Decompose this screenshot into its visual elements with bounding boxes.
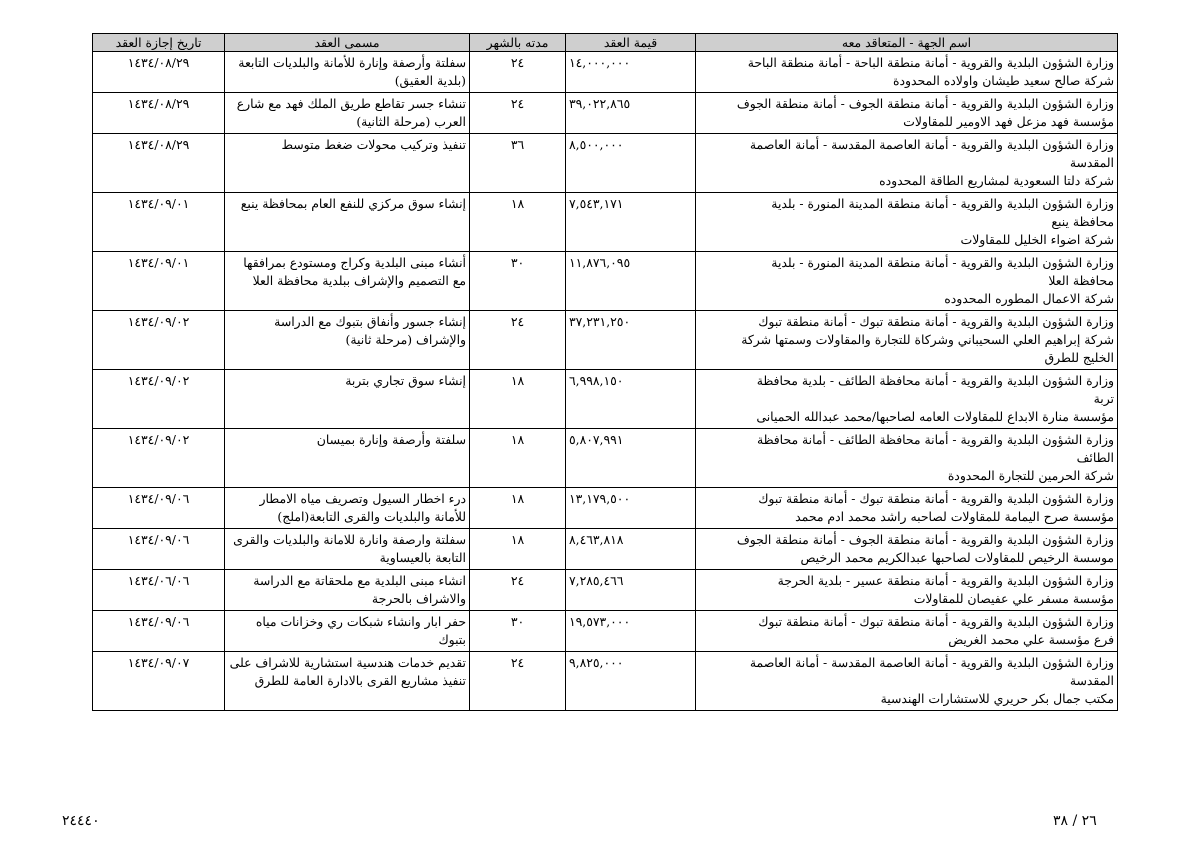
cell-date: [93, 134, 225, 193]
entity-line: شركة دلتا السعودية لمشاريع الطاقة المحدوده: [879, 173, 1114, 188]
cell-value: [566, 611, 696, 652]
cell-duration: [470, 611, 566, 652]
cell-entity: [696, 193, 1118, 252]
cell-date-text: ١٤٣٤/٠٩/٠٢: [127, 314, 190, 329]
entity-line: مؤسسة فهد مزعل فهد الاومير للمقاولات: [903, 114, 1114, 129]
cell-value-text: ٨,٤٦٣,٨١٨: [569, 532, 624, 547]
cell-value: [566, 311, 696, 370]
table-row: [93, 488, 1118, 529]
cell-name-text: إنشاء سوق مركزي للنفع العام بمحافظة ينبع: [240, 196, 466, 211]
cell-name-text: سفلتة وارصفة وانارة للامانة والبلديات والقرى التابعة بالعيساوية: [233, 532, 466, 565]
cell-value-text: ١١,٨٧٦,٠٩٥: [569, 255, 631, 270]
entity-line: وزارة الشؤون البلدية والقروية - أمانة منطقة الجوف - أمانة منطقة الجوف: [736, 532, 1114, 547]
cell-date-text: ١٤٣٤/٠٩/٠١: [127, 255, 190, 270]
cell-entity: [696, 652, 1118, 711]
entity-line: شركة صالح سعيد طيشان واولاده المحدودة: [892, 73, 1114, 88]
table-header-row: [93, 34, 1118, 52]
entity-line: محافظة العلا: [1048, 273, 1114, 288]
cell-date-text: ١٤٣٤/٠٨/٢٩: [127, 137, 190, 152]
cell-duration: [470, 134, 566, 193]
header-entity: اسم الجهة - المتعاقد معه: [696, 34, 1118, 52]
cell-value: [566, 370, 696, 429]
cell-name-text: سفلتة وأرصفة وإنارة للأمانة والبلديات التابعة (بلدية العقيق): [238, 55, 466, 88]
cell-value-text: ١٤,٠٠٠,٠٠٠: [569, 55, 631, 70]
cell-duration: [470, 488, 566, 529]
cell-date: [93, 611, 225, 652]
cell-duration: [470, 52, 566, 93]
entity-line: محافظة ينبع: [1051, 214, 1114, 229]
entity-line: وزارة الشؤون البلدية والقروية - أمانة العاصمة المقدسة - أمانة العاصمة: [749, 137, 1114, 152]
table-row: [93, 311, 1118, 370]
entity-line: وزارة الشؤون البلدية والقروية - أمانة منطقة الباحة - أمانة منطقة الباحة: [747, 55, 1114, 70]
table-row: [93, 93, 1118, 134]
cell-duration-text: ٣٠: [510, 255, 525, 270]
cell-value: [566, 429, 696, 488]
header-date: تاريخ إجازة العقد: [93, 34, 225, 52]
entity-line: الخليج للطرق: [1044, 350, 1114, 365]
table-row: [93, 370, 1118, 429]
cell-name: [225, 93, 470, 134]
cell-name: [225, 134, 470, 193]
cell-value-text: ٩,٨٢٥,٠٠٠: [569, 655, 624, 670]
cell-duration-text: ٢٤: [510, 655, 525, 670]
entity-line: وزارة الشؤون البلدية والقروية - أمانة محافظة الطائف - أمانة محافظة: [756, 432, 1114, 447]
cell-name: [225, 529, 470, 570]
cell-duration: [470, 429, 566, 488]
cell-duration-text: ٣٠: [510, 614, 525, 629]
table-row: [93, 529, 1118, 570]
cell-name-text: إنشاء جسور وأنفاق بتبوك مع الدراسة والإشراف (مرحلة ثانية): [274, 314, 466, 347]
cell-duration: [470, 252, 566, 311]
cell-name-text: سلفتة وأرصفة وإنارة بميسان: [316, 432, 466, 447]
cell-date-text: ١٤٣٤/٠٩/٠٢: [127, 373, 190, 388]
entity-line: وزارة الشؤون البلدية والقروية - أمانة منطقة الجوف - أمانة منطقة الجوف: [736, 96, 1114, 111]
cell-value: [566, 652, 696, 711]
cell-date-text: ١٤٣٤/٠٨/٢٩: [127, 96, 190, 111]
table-row: [93, 252, 1118, 311]
cell-entity: [696, 134, 1118, 193]
cell-value-text: ٣٧,٢٣١,٢٥٠: [569, 314, 631, 329]
entity-line: الطائف: [1076, 450, 1114, 465]
entity-line: المقدسة: [1069, 673, 1114, 688]
cell-name-text: تنشاء جسر تقاطع طريق الملك فهد مع شارع العرب (مرحلة الثانية): [236, 96, 466, 129]
cell-duration-text: ١٨: [510, 432, 525, 447]
cell-date: [93, 488, 225, 529]
cell-date-text: ١٤٣٤/٠٩/٠٢: [127, 432, 190, 447]
cell-duration-text: ١٨: [510, 491, 525, 506]
cell-name: [225, 311, 470, 370]
table-row: [93, 652, 1118, 711]
table-row: [93, 193, 1118, 252]
entity-line: شركة اضواء الخليل للمقاولات: [960, 232, 1114, 247]
cell-name: [225, 193, 470, 252]
cell-entity: [696, 311, 1118, 370]
cell-date: [93, 570, 225, 611]
cell-date: [93, 370, 225, 429]
entity-line: شركة إبراهيم العلي السحيباني وشركاة للتجارة والمقاولات وسمتها شركة: [741, 332, 1114, 347]
entity-line: شركة الاعمال المطوره المحدوده: [944, 291, 1114, 306]
cell-value: [566, 52, 696, 93]
cell-name: [225, 252, 470, 311]
entity-line: مؤسسة مسفر علي عفيصان للمقاولات: [913, 591, 1114, 606]
entity-line: المقدسة: [1069, 155, 1114, 170]
cell-name-text: تقديم خدمات هندسية استشارية للاشراف على تنفيذ مشاريع القرى بالادارة العامة للطرق: [229, 655, 466, 688]
cell-name: [225, 370, 470, 429]
cell-name-text: حفر ابار وانشاء شبكات ري وخزانات مياه بتبوك: [255, 614, 466, 647]
cell-duration-text: ٣٦: [510, 137, 525, 152]
entity-line: فرع مؤسسة علي محمد الغريض: [948, 632, 1114, 647]
cell-value-text: ٥,٨٠٧,٩٩١: [569, 432, 624, 447]
cell-entity: [696, 252, 1118, 311]
entity-line: وزارة الشؤون البلدية والقروية - أمانة منطقة عسير - بلدية الحرجة: [777, 573, 1114, 588]
cell-name-text: تنفيذ وتركيب محولات ضغط متوسط: [281, 137, 466, 152]
cell-name-text: درء اخطار السيول وتصريف مياه الامطار للأمانة والبلديات والقرى التابعة(املج): [259, 491, 466, 524]
cell-date: [93, 52, 225, 93]
document-code: ٢٤٤٤٠: [62, 813, 100, 829]
cell-value: [566, 488, 696, 529]
cell-duration: [470, 93, 566, 134]
cell-duration-text: ٢٤: [510, 55, 525, 70]
cell-name: [225, 488, 470, 529]
cell-date: [93, 652, 225, 711]
cell-date: [93, 429, 225, 488]
cell-date-text: ١٤٣٤/٠٩/٠٧: [127, 655, 190, 670]
cell-name-text: إنشاء سوق تجاري بتربة: [345, 373, 466, 388]
entity-line: تربة: [1093, 391, 1114, 406]
cell-value: [566, 193, 696, 252]
entity-line: وزارة الشؤون البلدية والقروية - أمانة منطقة تبوك - أمانة منطقة تبوك: [758, 314, 1114, 329]
cell-date-text: ١٤٣٤/٠٩/٠٦: [127, 614, 190, 629]
cell-entity: [696, 611, 1118, 652]
cell-date-text: ١٤٣٤/٠٩/٠٦: [127, 491, 190, 506]
cell-duration-text: ٢٤: [510, 573, 525, 588]
cell-value-text: ١٩,٥٧٣,٠٠٠: [569, 614, 631, 629]
cell-entity: [696, 570, 1118, 611]
cell-value-text: ٨,٥٠٠,٠٠٠: [569, 137, 624, 152]
table-row: [93, 52, 1118, 93]
entity-line: موسسة الرخيص للمقاولات لصاحبها عبدالكريم محمد الرخيص: [800, 550, 1114, 565]
header-name: مسمى العقد: [225, 34, 470, 52]
cell-date-text: ١٤٣٤/٠٦/٠٦: [127, 573, 190, 588]
cell-duration: [470, 193, 566, 252]
cell-entity: [696, 529, 1118, 570]
entity-line: مؤسسة صرح اليمامة للمقاولات لصاحبه راشد محمد ادم محمد: [795, 509, 1114, 524]
entity-line: شركة الحرمين للتجارة المحدودة: [947, 468, 1114, 483]
cell-duration: [470, 311, 566, 370]
entity-line: مؤسسة منارة الابداع للمقاولات العامه لصاحبها/محمد عبدالله الحميانى: [756, 409, 1114, 424]
cell-name-text: انشاء مبنى البلدية مع ملحقاتة مع الدراسة والاشراف بالحرجة: [253, 573, 466, 606]
cell-duration-text: ١٨: [510, 373, 525, 388]
cell-duration-text: ٢٤: [510, 96, 525, 111]
cell-date: [93, 529, 225, 570]
cell-value: [566, 252, 696, 311]
header-value: قيمة العقد: [566, 34, 696, 52]
cell-name: [225, 611, 470, 652]
cell-value-text: ٦,٩٩٨,١٥٠: [569, 373, 624, 388]
cell-duration: [470, 370, 566, 429]
table-row: [93, 570, 1118, 611]
cell-duration: [470, 652, 566, 711]
entity-line: مكتب جمال بكر حريري للاستشارات الهندسية: [880, 691, 1114, 706]
cell-date-text: ١٤٣٤/٠٩/٠٦: [127, 532, 190, 547]
cell-duration-text: ١٨: [510, 196, 525, 211]
cell-date-text: ١٤٣٤/٠٨/٢٩: [127, 55, 190, 70]
cell-date: [93, 93, 225, 134]
cell-name: [225, 52, 470, 93]
cell-value: [566, 529, 696, 570]
cell-duration-text: ١٨: [510, 532, 525, 547]
cell-entity: [696, 52, 1118, 93]
cell-duration: [470, 570, 566, 611]
entity-line: وزارة الشؤون البلدية والقروية - أمانة منطقة المدينة المنورة - بلدية: [771, 255, 1114, 270]
entity-line: وزارة الشؤون البلدية والقروية - أمانة العاصمة المقدسة - أمانة العاصمة: [749, 655, 1114, 670]
cell-date-text: ١٤٣٤/٠٩/٠١: [127, 196, 190, 211]
cell-value-text: ١٣,١٧٩,٥٠٠: [569, 491, 631, 506]
entity-line: وزارة الشؤون البلدية والقروية - أمانة منطقة تبوك - أمانة منطقة تبوك: [758, 491, 1114, 506]
cell-name: [225, 652, 470, 711]
cell-name: [225, 429, 470, 488]
cell-value: [566, 570, 696, 611]
table-body: [93, 52, 1118, 711]
entity-line: وزارة الشؤون البلدية والقروية - أمانة محافظة الطائف - بلدية محافظة: [756, 373, 1114, 388]
cell-entity: [696, 488, 1118, 529]
cell-entity: [696, 370, 1118, 429]
cell-entity: [696, 93, 1118, 134]
cell-duration-text: ٢٤: [510, 314, 525, 329]
cell-value: [566, 134, 696, 193]
cell-date: [93, 311, 225, 370]
cell-value-text: ٧,٥٤٣,١٧١: [569, 196, 624, 211]
entity-line: وزارة الشؤون البلدية والقروية - أمانة منطقة المدينة المنورة - بلدية: [771, 196, 1114, 211]
table-row: [93, 429, 1118, 488]
cell-value-text: ٣٩,٠٢٢,٨٦٥: [569, 96, 631, 111]
table-row: [93, 611, 1118, 652]
cell-value: [566, 93, 696, 134]
header-duration: مدته بالشهر: [470, 34, 566, 52]
table-row: [93, 134, 1118, 193]
cell-value-text: ٧,٢٨٥,٤٦٦: [569, 573, 624, 588]
cell-date: [93, 252, 225, 311]
cell-date: [93, 193, 225, 252]
cell-duration: [470, 529, 566, 570]
entity-line: وزارة الشؤون البلدية والقروية - أمانة منطقة تبوك - أمانة منطقة تبوك: [758, 614, 1114, 629]
cell-name-text: أنشاء مبنى البلدية وكراج ومستودع بمرافقها مع التصميم والإشراف ببلدية محافظة العلا: [243, 255, 466, 288]
contracts-table: [92, 33, 1118, 711]
page-number: ٢٦ / ٣٨: [1053, 813, 1097, 829]
cell-name: [225, 570, 470, 611]
cell-entity: [696, 429, 1118, 488]
